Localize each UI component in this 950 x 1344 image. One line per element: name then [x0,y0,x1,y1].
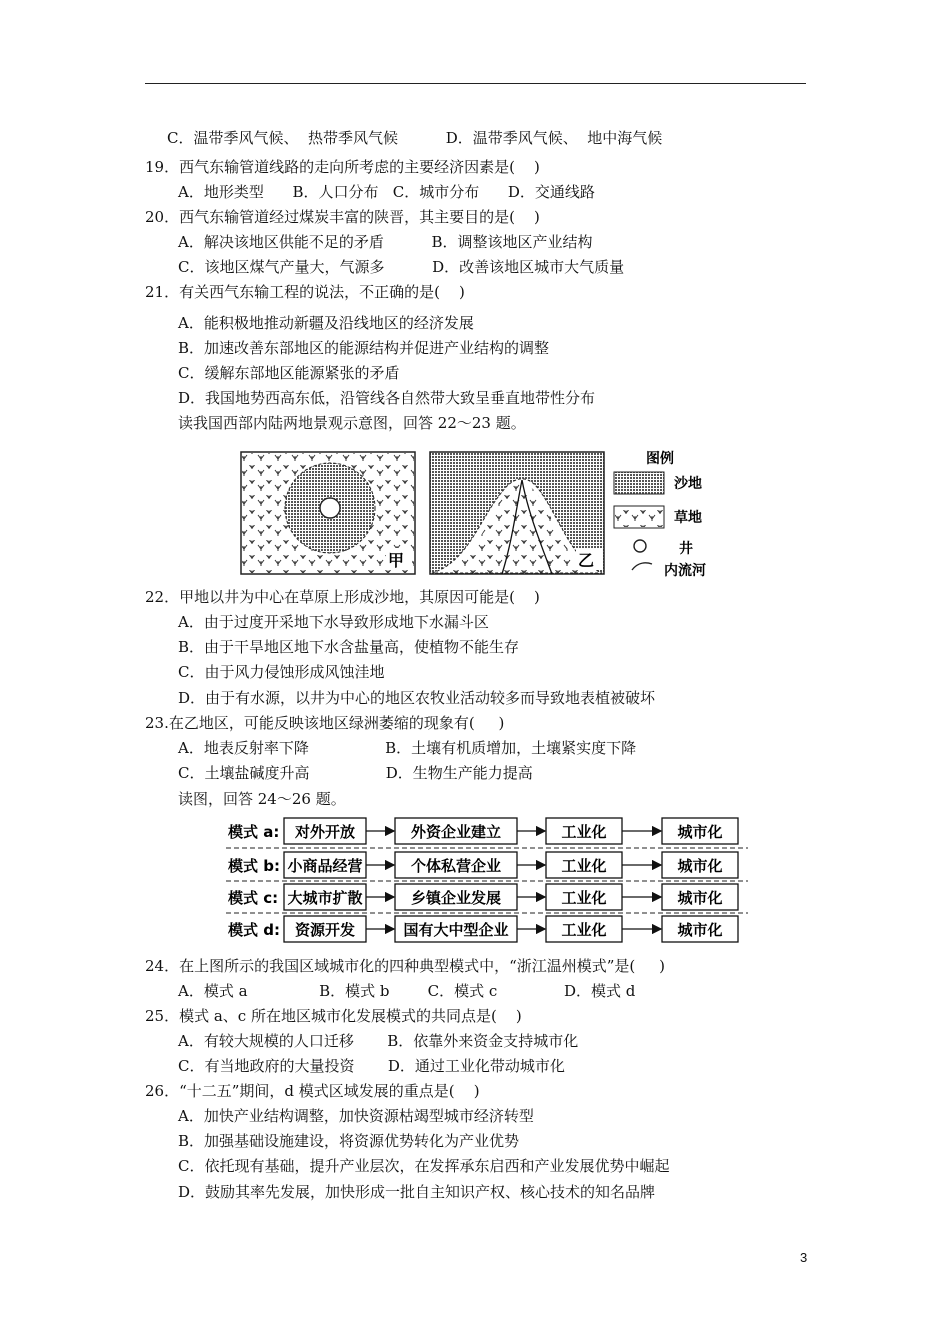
flow-box-label: 国有大中型企业 [403,921,509,939]
flow-box-label: 工业化 [561,889,607,907]
text-line: A．有较大规模的人口迁移 B．依靠外来资金支持城市化 [178,1032,579,1050]
legend-river-icon [632,563,652,570]
flow-box-label: 工业化 [561,823,607,841]
text-line: A．能积极地推动新疆及沿线地区的经济发展 [178,314,474,332]
flow-box-label: 工业化 [561,921,607,939]
header-rule [145,83,806,84]
text-line: B．加速改善东部地区的能源结构并促进产业结构的调整 [178,339,550,357]
text-line: 26．“十二五”期间，d 模式区域发展的重点是( ) [145,1082,480,1100]
text-line: B．加强基础设施建设，将资源优势转化为产业优势 [178,1132,520,1150]
flow-box-label: 外资企业建立 [410,823,502,841]
legend-sand-label: 沙地 [674,476,702,492]
text-line: C．温带季风气候、 热带季风气候 D．温带季风气候、 地中海气候 [167,129,663,147]
text-line: 24．在上图所示的我国区域城市化的四种典型模式中，“浙江温州模式”是( ) [145,957,665,975]
text-line: 21．有关西气东输工程的说法，不正确的是( ) [145,283,465,301]
flow-box-label: 小商品经营 [287,857,363,875]
flow-box-label: 城市化 [677,889,723,907]
text-line: D．我国地势西高东低，沿管线各自然带大致呈垂直地带性分布 [178,389,596,407]
legend-grass-label: 草地 [674,510,702,526]
text-line: C．有当地政府的大量投资 D．通过工业化带动城市化 [178,1057,565,1075]
text-line: A．解决该地区供能不足的矛盾 B．调整该地区产业结构 [178,233,593,251]
text-line: 23.在乙地区，可能反映该地区绿洲萎缩的现象有( ) [145,714,505,732]
text-line: 25．模式 a、c 所在地区城市化发展模式的共同点是( ) [145,1007,522,1025]
legend-well-label: 井 [679,541,693,557]
text-line: A．地形类型 B．人口分布 C．城市分布 D．交通线路 [178,183,595,201]
text-line: D．鼓励其率先发展，加快形成一批自主知识产权、核心技术的知名品牌 [178,1183,656,1201]
jia-well-icon [320,498,340,518]
flow-box-label: 资源开发 [294,921,356,939]
flow-box-label: 城市化 [677,921,723,939]
text-line: 读我国西部内陆两地景观示意图，回答 22～23 题。 [178,414,526,432]
flow-svg [226,816,748,946]
text-line: C．该地区煤气产量大，气源多 D．改善该地区城市大气质量 [178,258,625,276]
text-line: C．缓解东部地区能源紧张的矛盾 [178,364,400,382]
text-line: 22．甲地以井为中心在草原上形成沙地，其原因可能是( ) [145,588,540,606]
text-line: A．模式 a B．模式 b C．模式 c D．模式 d [178,982,636,1000]
flow-box-label: 城市化 [677,823,723,841]
jia-label: 甲 [388,551,405,570]
text-line: C．依托现有基础，提升产业层次，在发挥承东启西和产业发展优势中崛起 [178,1157,670,1175]
text-line: A．地表反射率下降 B．土壤有机质增加，土壤紧实度下降 [178,739,637,757]
flow-box-label: 个体私营企业 [410,857,502,875]
flow-box-label: 乡镇企业发展 [410,889,502,907]
legend-river-label: 内流河 [664,563,706,579]
legend-well-icon [634,540,646,552]
text-line: A．由于过度开采地下水导致形成地下水漏斗区 [178,613,489,631]
text-line: A．加快产业结构调整，加快资源枯竭型城市经济转型 [178,1107,534,1125]
legend-sand-swatch [614,472,664,494]
text-line: 读图，回答 24～26 题。 [178,790,346,808]
flow-box-label: 大城市扩散 [287,889,363,907]
flow-row-label: 模式 b: [228,857,280,875]
flow-row-label: 模式 a: [228,823,280,841]
text-line: 20．西气东输管道经过煤炭丰富的陕晋，其主要目的是( ) [145,208,540,226]
legend-title: 图例 [646,451,674,467]
text-line: C．由于风力侵蚀形成风蚀洼地 [178,663,385,681]
flow-box-label: 工业化 [561,857,607,875]
flow-row-label: 模式 c: [228,889,279,907]
text-line: B．由于干旱地区地下水含盐量高，使植物不能生存 [178,638,520,656]
landscape-figure [240,450,720,584]
flow-box-label: 城市化 [677,857,723,875]
landscape-svg [240,450,720,580]
flow-row-label: 模式 d: [228,921,280,939]
urbanization-flow-figure [226,816,748,950]
flow-box-label: 对外开放 [294,823,356,841]
text-line: D．由于有水源，以井为中心的地区农牧业活动较多而导致地表植被破坏 [178,689,656,707]
text-line: C．土壤盐碱度升高 D．生物生产能力提高 [178,764,533,782]
text-line: 19．西气东输管道线路的走向所考虑的主要经济因素是( ) [145,158,540,176]
page-number: 3 [800,1250,808,1265]
yi-label: 乙 [578,551,595,570]
